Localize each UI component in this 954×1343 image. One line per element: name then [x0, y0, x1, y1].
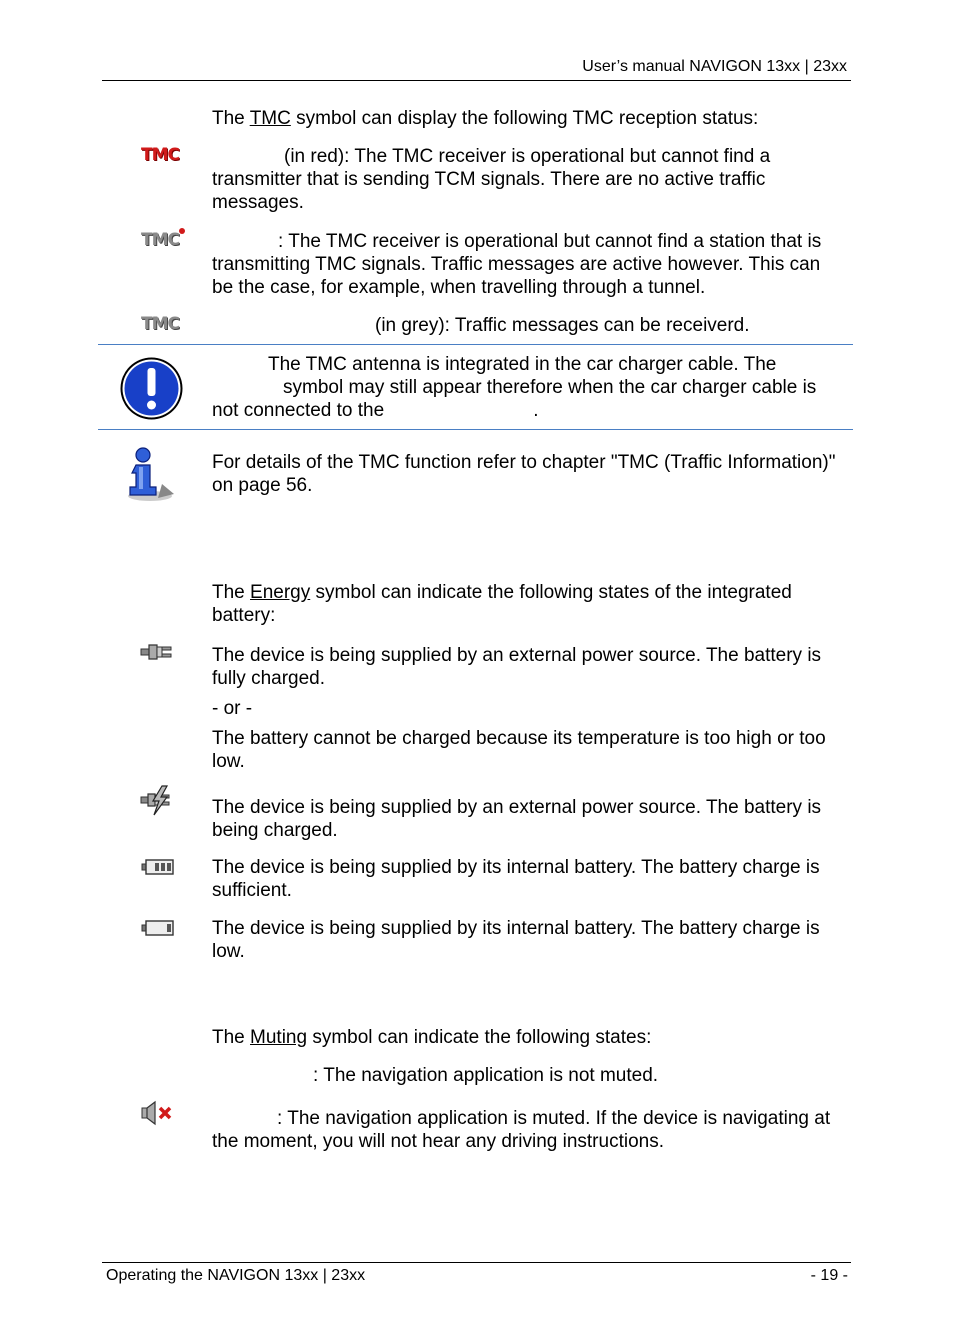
footer-title: Operating the NAVIGON 13xx | 23xx — [106, 1267, 366, 1284]
tmc-grey-icon: TMC — [141, 314, 179, 334]
running-header: User’s manual NAVIGON 13xx | 23xx — [582, 58, 847, 75]
battery-full-icon — [141, 858, 175, 882]
energy-state-temp: The battery cannot be charged because its temperature is too high or too low. — [212, 728, 826, 772]
tmc-red-icon: TMC — [141, 145, 179, 165]
power-plug-icon — [140, 641, 174, 669]
tmc-status-active: : The TMC receiver is operational but cannot find a station that is transmitting TMC signals. Traffic messages are active however. This can be the case, for example, when travelling through a tunnel. — [212, 231, 822, 298]
charging-bolt-icon — [140, 785, 176, 823]
muting-state-unmuted: : The navigation application is not muted. — [313, 1065, 659, 1086]
tmc-active-icon: TMC — [141, 230, 179, 250]
note-bottom-rule — [98, 429, 853, 430]
energy-intro: The Energy symbol can indicate the following states of the integrated battery: — [212, 582, 792, 626]
muting-state-muted: : The navigation application is muted. If the device is navigating at the moment, you will not hear any driving instructions. — [212, 1108, 831, 1152]
energy-state-full: The device is being supplied by an external power source. The battery is fully charged. — [212, 645, 822, 689]
speaker-muted-icon — [140, 1100, 174, 1132]
tmc-link[interactable]: TMC — [249, 108, 291, 129]
footer-rule — [102, 1262, 851, 1263]
warning-exclamation-icon — [119, 356, 184, 427]
muting-link[interactable]: Muting — [250, 1027, 308, 1048]
note-top-rule — [98, 344, 853, 345]
note-text: The TMC antenna is integrated in the car charger cable. The symbol may still appear therefore when the car charger cable is not connected to the . — [212, 354, 817, 421]
tmc-intro: The TMC symbol can display the following TMC reception status: — [212, 108, 759, 129]
tmc-status-red: (in red): The TMC receiver is operational but cannot find a transmitter that is sending TCM signals. There are no active traffic messages. — [212, 146, 771, 213]
energy-state-sufficient: The device is being supplied by its internal battery. The battery charge is sufficient. — [212, 857, 820, 901]
info-text: For details of the TMC function refer to chapter "TMC (Traffic Information)" on page 56. — [212, 452, 836, 496]
battery-low-icon — [141, 919, 175, 943]
energy-or: - or - — [212, 698, 253, 719]
energy-state-low: The device is being supplied by its internal battery. The battery charge is low. — [212, 918, 820, 962]
page-number: - 19 - — [810, 1267, 848, 1284]
info-person-icon — [122, 446, 178, 510]
tmc-status-grey: (in grey): Traffic messages can be receiverd. — [375, 315, 750, 336]
header-rule — [102, 80, 851, 81]
energy-link[interactable]: Energy — [250, 582, 311, 603]
energy-state-charging: The device is being supplied by an external power source. The battery is being charged. — [212, 797, 822, 841]
muting-intro: The Muting symbol can indicate the following states: — [212, 1027, 652, 1048]
tmc-active-dot-icon — [179, 228, 185, 234]
